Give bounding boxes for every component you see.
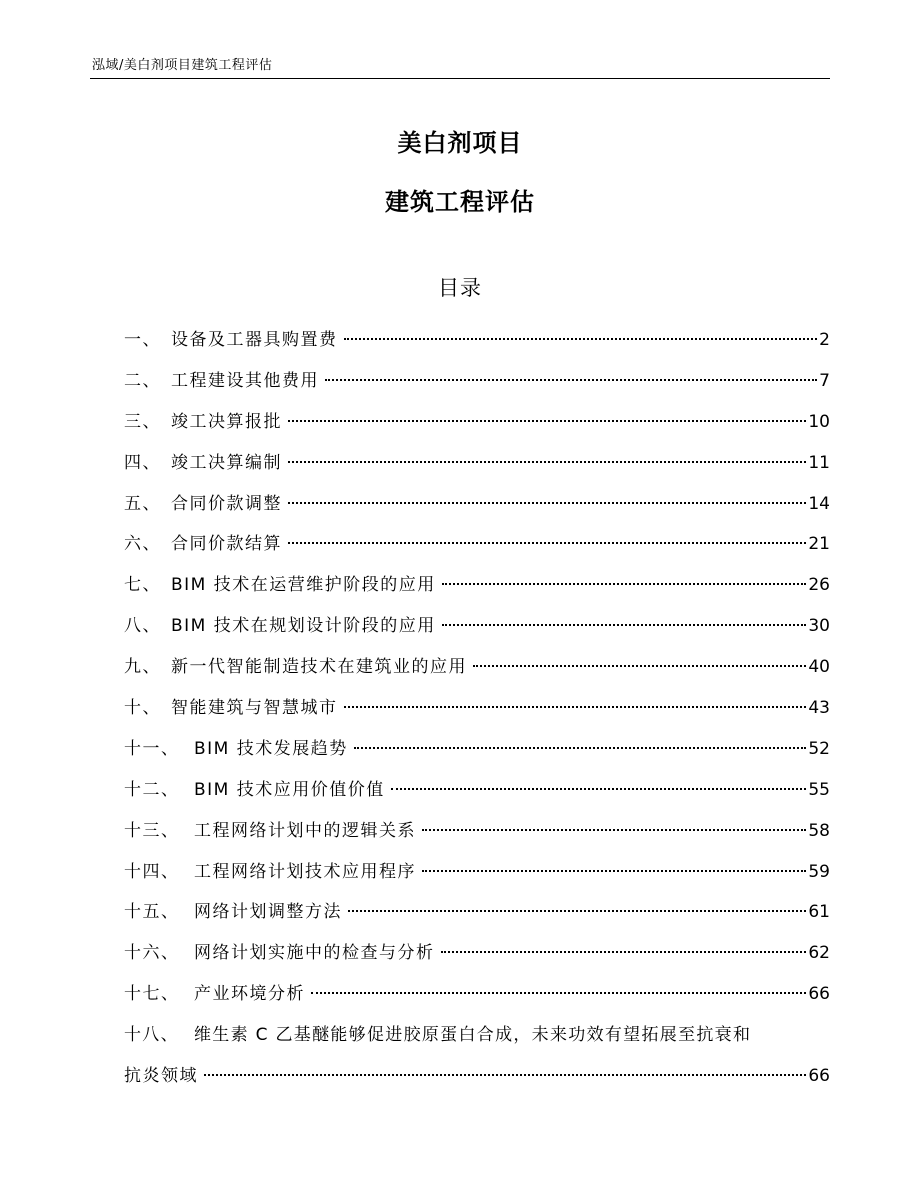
- toc-entry-wrapped-line1[interactable]: [124, 1015, 830, 1056]
- toc-entry-title: 网络计划实施中的检查与分析: [194, 943, 435, 964]
- toc-entry-number: 十、: [124, 698, 161, 719]
- dot-leader: [422, 829, 806, 831]
- toc-entry-page: 21: [808, 534, 830, 555]
- toc-entry-number: 十四、: [124, 861, 180, 882]
- document-title-line1: 美白剂项目: [397, 129, 523, 157]
- toc-entry-title: 新一代智能制造技术在建筑业的应用: [171, 657, 467, 678]
- toc-entry[interactable]: [124, 565, 830, 606]
- toc-entry-title: 竣工决算报批: [171, 411, 282, 432]
- toc-entry-title-line2: 抗炎领域: [124, 1066, 198, 1087]
- toc-entry[interactable]: [124, 770, 830, 811]
- dot-leader: [473, 665, 806, 667]
- toc-entry-page: 2: [819, 330, 830, 350]
- dot-leader: [288, 502, 806, 504]
- toc-entry-page: 11: [808, 452, 830, 473]
- toc-entry-number: 四、: [124, 452, 161, 473]
- toc-entry[interactable]: [124, 852, 830, 893]
- toc-entry[interactable]: [124, 647, 830, 688]
- toc-entry-title: 工程网络计划中的逻辑关系: [194, 820, 416, 841]
- toc-entry-title: 竣工决算编制: [171, 452, 282, 473]
- toc-entry[interactable]: [124, 729, 830, 770]
- dot-leader: [348, 910, 806, 912]
- running-header: 泓域/美白剂项目建筑工程评估: [92, 58, 273, 73]
- toc-entry-number: 五、: [124, 493, 161, 514]
- dot-leader: [422, 870, 806, 872]
- toc-entry-number: 九、: [124, 657, 161, 678]
- toc-entry-number: 十五、: [124, 902, 180, 923]
- table-of-contents: [124, 320, 830, 1097]
- toc-entry-page: 40: [808, 657, 830, 678]
- dot-leader: [288, 420, 806, 422]
- toc-entry-number: 十六、: [124, 943, 180, 964]
- toc-entry-title: 合同价款调整: [171, 493, 282, 514]
- toc-entry-number: 十七、: [124, 984, 180, 1005]
- toc-entry-title: 设备及工器具购置费: [171, 330, 338, 350]
- toc-entry-page: 58: [808, 820, 830, 841]
- toc-entry-number: 八、: [124, 616, 161, 637]
- dot-leader: [354, 747, 807, 749]
- toc-entry-page: 55: [808, 779, 830, 800]
- toc-entry-page: 7: [819, 370, 830, 391]
- toc-entry[interactable]: [124, 811, 830, 852]
- toc-entry-number: 六、: [124, 534, 161, 555]
- dot-leader: [325, 379, 817, 381]
- toc-entry-title: BIM 技术发展趋势: [194, 738, 348, 759]
- toc-entry-page: 14: [808, 493, 830, 514]
- dot-leader: [442, 583, 807, 585]
- toc-entry-page: 43: [808, 698, 830, 719]
- toc-entry-page: 61: [808, 902, 830, 923]
- toc-entry-title-line1: 维生素 C 乙基醚能够促进胶原蛋白合成，未来功效有望拓展至抗衰和: [194, 1025, 752, 1046]
- toc-entry-title: 网络计划调整方法: [194, 902, 342, 923]
- dot-leader: [441, 951, 807, 953]
- toc-entry-number: 三、: [124, 411, 161, 432]
- toc-entry[interactable]: [124, 320, 830, 361]
- dot-leader: [288, 542, 806, 544]
- toc-entry[interactable]: [124, 606, 830, 647]
- toc-entry[interactable]: [124, 402, 830, 443]
- toc-entry-number: 十八、: [124, 1025, 179, 1046]
- toc-entry[interactable]: [124, 443, 830, 484]
- toc-entry-page: 66: [808, 984, 830, 1005]
- toc-entry-page: 10: [808, 411, 830, 432]
- toc-entry[interactable]: [124, 933, 830, 974]
- document-title-line2: 建筑工程评估: [385, 188, 535, 216]
- toc-entry-number: 十三、: [124, 820, 180, 841]
- toc-entry-page: 66: [808, 1066, 830, 1087]
- toc-entry-page: 30: [808, 616, 830, 637]
- toc-entry-title: 工程网络计划技术应用程序: [194, 861, 416, 882]
- toc-entry-page: 52: [808, 738, 830, 759]
- dot-leader: [288, 461, 806, 463]
- toc-entry-title: 智能建筑与智慧城市: [171, 698, 338, 719]
- toc-entry-title: BIM 技术应用价值价值: [194, 779, 385, 800]
- toc-entry-title: 合同价款结算: [171, 534, 282, 555]
- toc-entry[interactable]: [124, 688, 830, 729]
- toc-entry-number: 十二、: [124, 779, 180, 800]
- toc-entry[interactable]: [124, 484, 830, 525]
- toc-entry-number: 二、: [124, 370, 161, 391]
- toc-entry[interactable]: [124, 974, 830, 1015]
- toc-entry-number: 一、: [124, 330, 161, 350]
- dot-leader: [442, 624, 807, 626]
- toc-entry-page: 26: [808, 575, 830, 596]
- toc-entry-number: 七、: [124, 575, 161, 596]
- dot-leader: [391, 788, 807, 790]
- toc-entry[interactable]: [124, 524, 830, 565]
- header-rule: [90, 78, 830, 79]
- toc-entry-wrapped-line2[interactable]: [124, 1056, 830, 1097]
- dot-leader: [344, 706, 807, 708]
- toc-entry-page: 59: [808, 861, 830, 882]
- toc-entry-number: 十一、: [124, 738, 180, 759]
- dot-leader: [204, 1074, 806, 1076]
- toc-entry-page: 62: [808, 943, 830, 964]
- dot-leader: [344, 338, 818, 340]
- toc-heading: 目录: [438, 276, 482, 300]
- toc-entry-title: BIM 技术在规划设计阶段的应用: [171, 616, 436, 637]
- toc-entry[interactable]: [124, 361, 830, 402]
- toc-entry-title: 产业环境分析: [194, 984, 305, 1005]
- toc-entry-title: BIM 技术在运营维护阶段的应用: [171, 575, 436, 596]
- toc-entry[interactable]: [124, 892, 830, 933]
- dot-leader: [311, 992, 806, 994]
- toc-entry-title: 工程建设其他费用: [171, 370, 319, 391]
